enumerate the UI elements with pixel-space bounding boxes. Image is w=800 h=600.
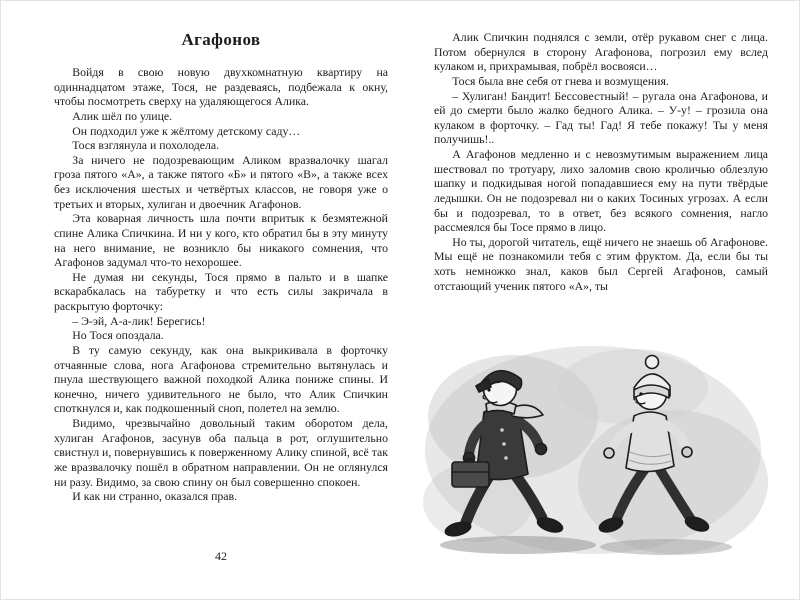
paragraph: Не думая ни секунды, Тося прямо в пальто и в шапке вскарабкалась на табуретку и что есть силы закричала в раскрытую форточку: bbox=[54, 269, 388, 313]
paragraph: Он подходил уже к жёлтому детскому саду… bbox=[72, 123, 301, 138]
paragraph: Но Тося опоздала. bbox=[72, 328, 164, 343]
dialogue-line: – Э-эй, А-а-лик! Берегись! bbox=[72, 313, 206, 328]
two-boys-running-illustration bbox=[418, 332, 772, 562]
paragraph: В ту самую секунду, как она выкрикивала в форточку отчаянные слова, нога Агафонова стремительно вытянулась и пнула шествующего важной походкой Алика пониже спины. И конечно, ничего удивительного не было, что Алик Спичкин споткнулся и, как подкошенный сноп, полетел на землю. bbox=[54, 342, 388, 416]
chapter-title: Агафонов bbox=[181, 30, 261, 49]
paragraph: Видимо, чрезвычайно довольный таким оборотом дела, хулиган Агафонов, засунув оба пальца в рот, оглушительно свистнул и, повернувшись к поверженному Алику спиной, всё так же вразвалочку пошёл в обратном направлении. Он не оглянулся ни разу. Видимо, за свою спину он был совершенно спокоен. bbox=[54, 416, 388, 489]
paragraph: Алик шёл по улице. bbox=[72, 108, 173, 123]
dialogue-line: – Хулиган! Бандит! Бессовестный! – ругала она Агафонова, и ей до смерти было жалко бедного Алика. – У-у! – грозила она кулаком в форточку. – Гад ты! Гад! Я тебе покажу! Ты у меня получишь!.. bbox=[434, 88, 768, 147]
paragraph: Эта коварная личность шла почти впритык к безмятежной спине Алика Спичкина. И ни у кого, кто обратил бы в эту минуту на него внимание, не возникло бы никакого сомнения, что Агафонов задумал что-то нехорошее. bbox=[54, 211, 388, 270]
paragraph: Алик Спичкин поднялся с земли, отёр рукавом снег с лица. Потом обернулся в сторону Агафонова, погрозил ему вслед кулаком и, прихрамывая, побрёл восвояси… bbox=[434, 30, 768, 74]
paragraph: За ничего не подозревающим Аликом вразвалочку шагал гроза пятого «А», а также пятого «Б» и пятого «В», а также всех без исключения шестых и четвёртых классов, не говоря уже о третьих и вторых, хулиган и двоечник Агафонов. bbox=[54, 152, 388, 211]
paragraph: А Агафонов медленно и с невозмутимым выражением лица шествовал по тротуару, лихо заломив свою кроличью облезлую шапку и подкидывая ногой попадавшиеся ему на пути твёрдые ледышки. Он не подозревал ни о каких Тосиных угрозах. А если бы и подозревал, то в ответ, без всякого сомнения, нагло рассмеялся бы Тосе прямо в лицо. bbox=[434, 147, 768, 235]
paragraph: Но ты, дорогой читатель, ещё ничего не знаешь об Агафонове. Мы ещё не познакомили тебя с этим фруктом. Да, если бы ты хоть немножко знал, каков был Сергей Агафонов, самый отстающий ученик пятого «А», ты bbox=[434, 234, 768, 293]
paragraph: Войдя в свою новую двухкомнатную квартиру на одиннадцатом этаже, Тося, не раздеваясь, подбежала к окну, чтобы посмотреть сверху на удаляющегося Алика. bbox=[54, 65, 388, 109]
paragraph: Тося взглянула и похолодела. bbox=[72, 138, 220, 153]
right-page bbox=[434, 30, 768, 293]
left-page bbox=[54, 30, 388, 504]
paragraph: И как ни странно, оказался прав. bbox=[72, 489, 238, 504]
book-illustration bbox=[418, 332, 772, 562]
page-number: 42 bbox=[215, 549, 227, 563]
paragraph: Тося была вне себя от гнева и возмущения. bbox=[452, 73, 669, 88]
